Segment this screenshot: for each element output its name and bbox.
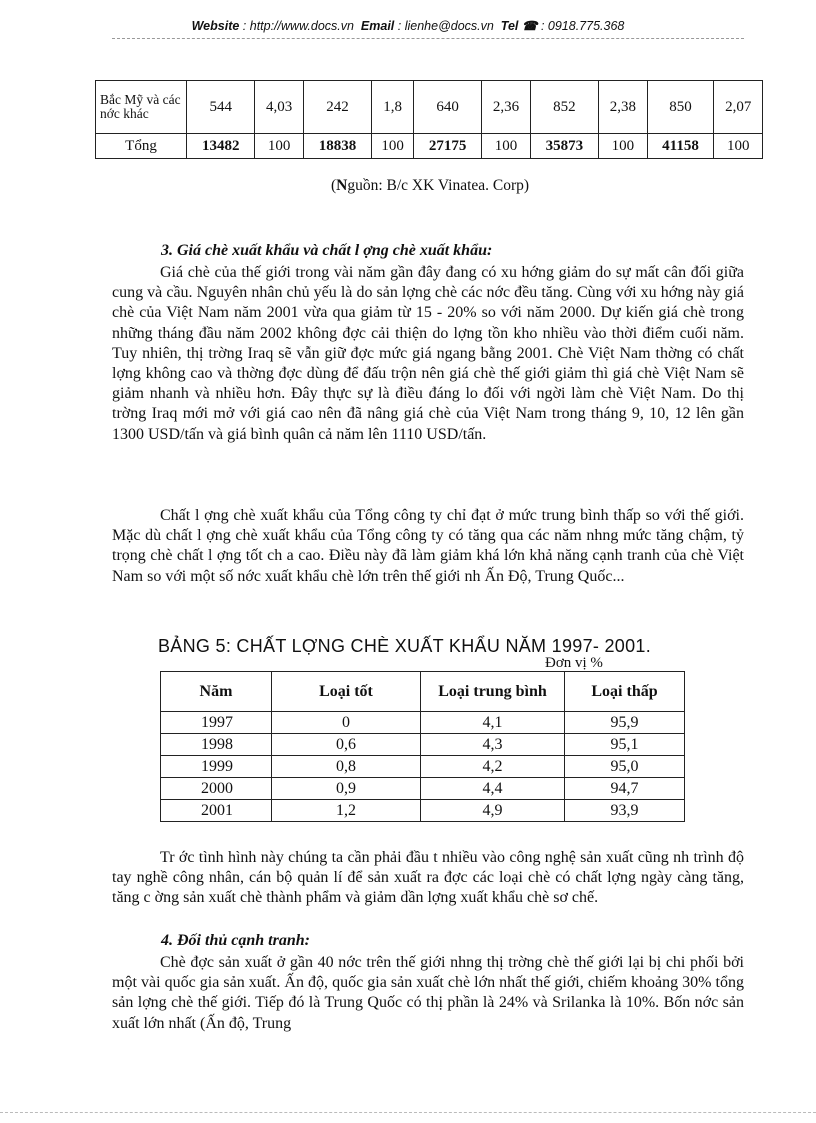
table-row — [161, 800, 685, 822]
table-cell: 100 — [482, 134, 530, 159]
source-rest: guồn: B/c XK Vinatea. Corp) — [347, 177, 530, 194]
table-row — [161, 712, 685, 734]
year-cell: 2000 — [161, 778, 272, 800]
table-cell: 2,07 — [714, 81, 763, 134]
table-5-title: BẢNG 5: CHẤT LỢNG CHÈ XUẤT KHẨU NĂM 1997- 2001. — [158, 636, 652, 656]
section-3-heading: 3. Giá chè xuất khẩu và chất l ợng chè xuất khẩu: — [161, 242, 493, 259]
website-label: Website — [191, 19, 240, 33]
table-cell: 544 — [187, 81, 255, 134]
row-label: Bắc Mỹ và các nớc khác — [96, 81, 187, 134]
table-cell: 95,0 — [565, 756, 685, 778]
table-cell: 0,6 — [272, 734, 421, 756]
table-row — [96, 81, 763, 134]
table-cell: 640 — [413, 81, 481, 134]
column-header-year: Năm — [161, 672, 272, 712]
column-header-average: Loại trung bình — [421, 672, 565, 712]
table-cell: 0,9 — [272, 778, 421, 800]
year-cell: 1998 — [161, 734, 272, 756]
table-cell: 100 — [599, 134, 647, 159]
table-5-unit: Đơn vị % — [545, 655, 603, 671]
section-4-paragraph-1: Chè đợc sản xuất ở gần 40 nớc trên thế giới nhng thị trờng chè thế giới lại bị chi phối bởi một vài quốc gia sản xuất. Ấn độ, quốc gia sản xuất chè lớn nhất thế giới, chiếm khoảng 30% tổng sản lợng chè thế giới. Tiếp đó là Trung Quốc có thị phần là 24% và Srilanka là 10%. Bốn nớc sản xuất lớn nhất (Ấn độ, Trung — [112, 954, 744, 1032]
column-header-good: Loại tốt — [272, 672, 421, 712]
table-row — [161, 734, 685, 756]
table-cell: 95,1 — [565, 734, 685, 756]
source-open: ( — [330, 177, 337, 194]
website-value: : http://www.docs.vn — [242, 19, 354, 33]
phone-icon: ☎ — [521, 19, 538, 33]
table-cell: 100 — [372, 134, 414, 159]
table-cell: 2,36 — [482, 81, 530, 134]
email-value: : lienhe@docs.vn — [397, 19, 494, 33]
quality-table — [160, 671, 685, 822]
year-cell: 1997 — [161, 712, 272, 734]
table-row — [96, 134, 763, 159]
table-header-row — [161, 672, 685, 712]
row-label: Tổng — [96, 134, 187, 159]
tel-value: : 0918.775.368 — [540, 19, 625, 33]
table-cell: 1,8 — [372, 81, 414, 134]
table-cell: 100 — [255, 134, 303, 159]
table-cell: 41158 — [647, 134, 714, 159]
header-divider — [112, 38, 744, 39]
table-row — [161, 778, 685, 800]
table-cell: 1,2 — [272, 800, 421, 822]
table-cell: 94,7 — [565, 778, 685, 800]
table-cell: 4,03 — [255, 81, 303, 134]
page-header — [0, 18, 816, 33]
table-cell: 35873 — [530, 134, 598, 159]
table-cell: 2,38 — [599, 81, 647, 134]
table-cell: 13482 — [187, 134, 255, 159]
tel-label: Tel — [500, 19, 519, 33]
table-cell: 4,9 — [421, 800, 565, 822]
column-header-low: Loại thấp — [565, 672, 685, 712]
table-cell: 93,9 — [565, 800, 685, 822]
table-cell: 850 — [647, 81, 714, 134]
export-market-table — [95, 80, 763, 159]
source-bold: N — [336, 177, 348, 194]
table-cell: 27175 — [413, 134, 481, 159]
table-cell: 0,8 — [272, 756, 421, 778]
section-3-paragraph-1: Giá chè của thế giới trong vài năm gần đây đang có xu hớng giảm do sự mất cân đối giữa cung và cầu. Nguyên nhân chủ yếu là do sản lợng chè các nớc đều tăng. Cùng với xu hớng này giá chè của Việt Nam năm 2001 vừa qua giảm từ 15 - 20% so với năm 2000. Dự kiến giá chè trong những tháng đầu năm 2002 không đợc cải thiện do lợng tồn kho nhiều vào thời điểm cuối năm. Tuy nhiên, thị trờng Iraq sẽ vẫn giữ đợc mức giá ngang bằng 2001. Chè Việt Nam thờng có chất lợng không cao và thờng đợc dùng để đấu trộn nên giá chè thế giới giảm thì giá chè Việt Nam sẽ giảm nhanh và nhiều hơn. Đây thực sự là điều đáng lo đối với ngời làm chè Việt Nam. Do thị trờng Iraq mới mở với giá cao nên đã nâng giá chè của Việt Nam trong tháng 9, 10, 12 lên gần 1300 USD/tấn và giá bình quân cả năm lên 1110 USD/tấn. — [112, 264, 744, 443]
year-cell: 1999 — [161, 756, 272, 778]
section-3-paragraph-2: Chất l ợng chè xuất khẩu của Tổng công ty chỉ đạt ở mức trung bình thấp so với thế giới. Mặc dù chất l ợng chè xuất khẩu của Tổng công ty có tăng qua các năm nhng mức tăng chậm, tỷ trọng chè chất l ợng tốt ch a cao. Điều này đã làm giảm khá lớn khả năng cạnh tranh của chè Việt Nam so với một số nớc xuất khẩu chè lớn trên thế giới nh Ấn Độ, Trung Quốc... — [112, 507, 744, 585]
after-table-paragraph: Tr ớc tình hình này chúng ta cần phải đầu t nhiều vào công nghệ sản xuất cũng nh trình độ tay nghề công nhân, cán bộ quản lí để sản xuất ra đợc các loại chè có chất lợng ngày càng tăng, tăng c ờng sản xuất chè thành phẩm và giảm dần lợng xuất khẩu chè sơ chế. — [112, 849, 744, 907]
footer-divider — [0, 1112, 816, 1113]
table-cell: 242 — [303, 81, 371, 134]
source-note — [0, 177, 816, 195]
table-cell: 0 — [272, 712, 421, 734]
table-cell: 100 — [714, 134, 763, 159]
table-cell: 4,1 — [421, 712, 565, 734]
table-cell: 4,3 — [421, 734, 565, 756]
table-cell: 18838 — [303, 134, 371, 159]
table-cell: 852 — [530, 81, 598, 134]
table-cell: 4,2 — [421, 756, 565, 778]
table-row — [161, 756, 685, 778]
section-4-heading: 4. Đối thủ cạnh tranh: — [161, 932, 310, 949]
table-cell: 95,9 — [565, 712, 685, 734]
year-cell: 2001 — [161, 800, 272, 822]
table-cell: 4,4 — [421, 778, 565, 800]
email-label: Email — [360, 19, 395, 33]
